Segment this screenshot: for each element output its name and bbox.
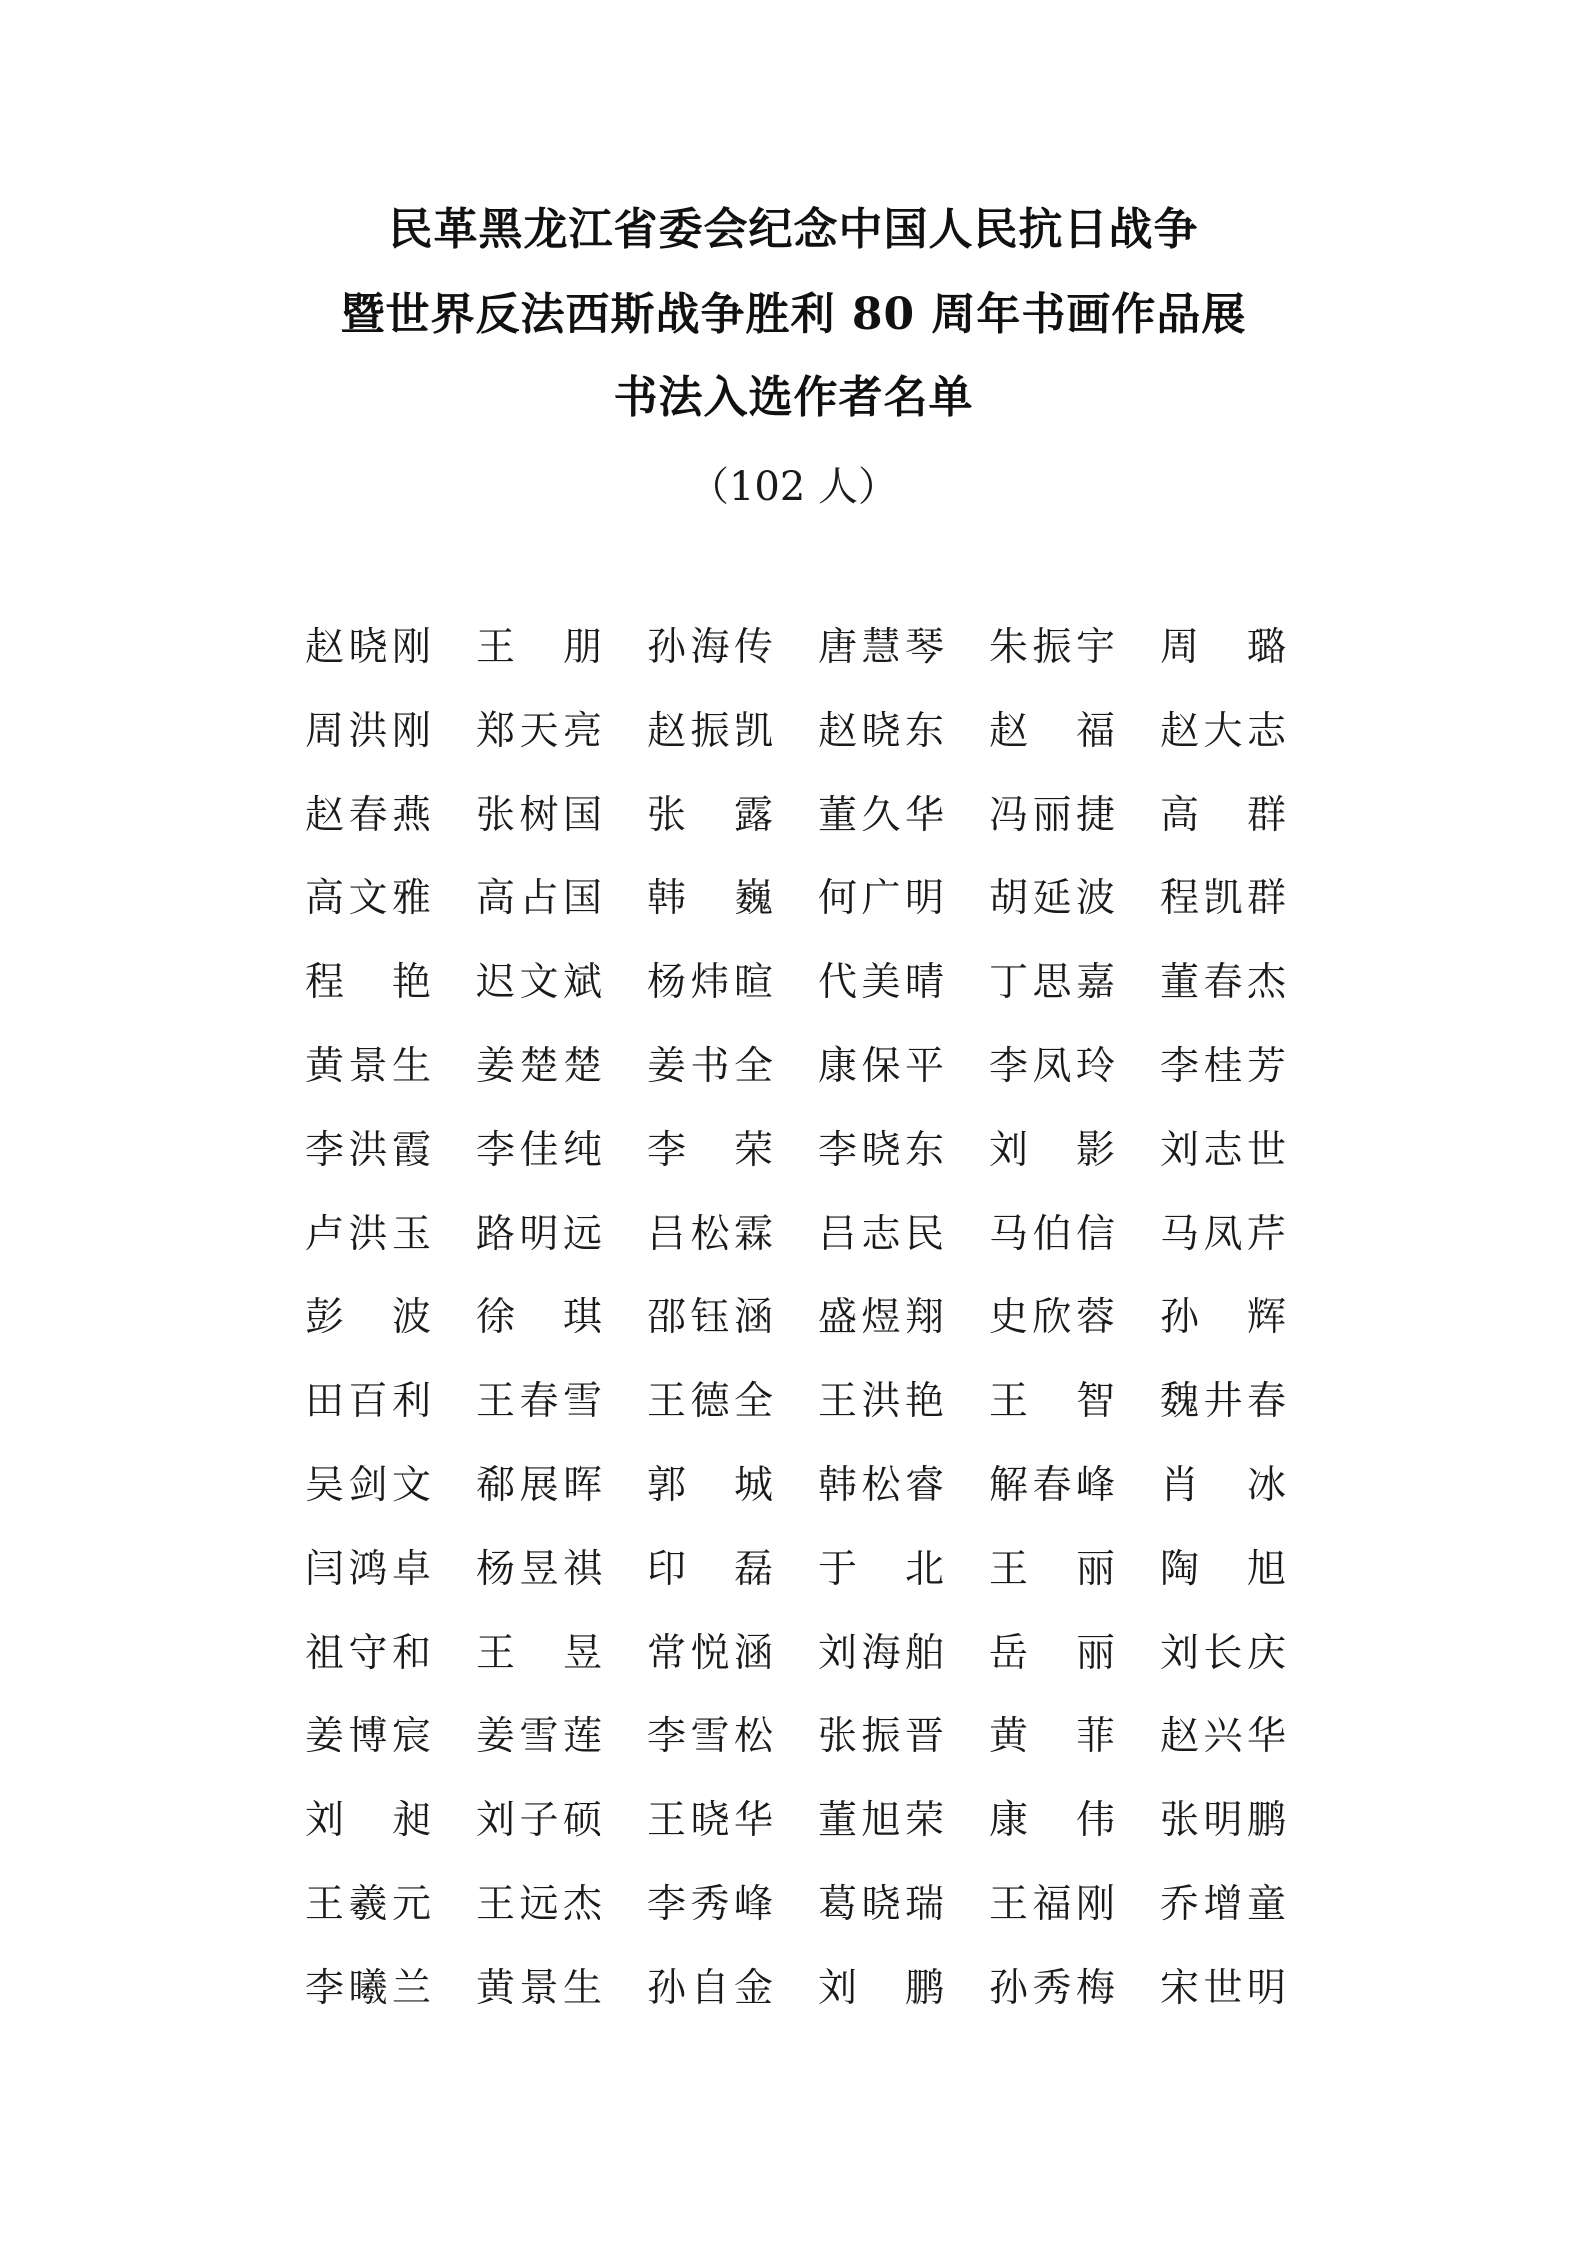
author-name: 孙 辉: [1160, 1295, 1286, 1341]
author-name: 冯 丽 捷: [989, 792, 1115, 838]
author-name: 孙 自 金: [647, 1965, 773, 2011]
author-name: 王 德 全: [647, 1379, 773, 1425]
author-name: 彭 波: [305, 1295, 431, 1341]
author-name: 王 羲 元: [305, 1881, 431, 1927]
author-name: 肖 冰: [1160, 1462, 1286, 1508]
author-name: 刘 海 舶: [818, 1630, 944, 1676]
author-name: 何 广 明: [818, 876, 944, 922]
author-name: 董 春 杰: [1160, 960, 1286, 1006]
author-name: 魏 井 春: [1160, 1379, 1286, 1425]
author-name: 姜 书 全: [647, 1043, 773, 1089]
author-name: 陶 旭: [1160, 1546, 1286, 1592]
author-name: 王 福 刚: [989, 1881, 1115, 1927]
author-name: 丁 思 嘉: [989, 960, 1115, 1006]
author-name: 刘 长 庆: [1160, 1630, 1286, 1676]
author-name: 路 明 远: [476, 1211, 602, 1257]
author-name: 李 凤 玲: [989, 1043, 1115, 1089]
author-name: 程 凯 群: [1160, 876, 1286, 922]
author-name: 董 旭 荣: [818, 1798, 944, 1844]
author-name: 刘 志 世: [1160, 1127, 1286, 1173]
title-line-1: 民革黑龙江省委会纪念中国人民抗日战争: [388, 204, 1199, 255]
author-name: 孙 秀 梅: [989, 1965, 1115, 2011]
author-name: 吕 松 霖: [647, 1211, 773, 1257]
author-name: 胡 延 波: [989, 876, 1115, 922]
author-name: 董 久 华: [818, 792, 944, 838]
author-name: 卢 洪 玉: [305, 1211, 431, 1257]
author-name: 刘 昶: [305, 1798, 431, 1844]
author-name: 郭 城: [647, 1462, 773, 1508]
author-name: 刘 鹏: [818, 1965, 944, 2011]
author-name: 李 秀 峰: [647, 1881, 773, 1927]
author-name: 周 璐: [1160, 625, 1286, 670]
author-name: 宋 世 明: [1160, 1965, 1286, 2011]
author-name: 解 春 峰: [989, 1462, 1115, 1508]
author-name: 康 伟: [989, 1798, 1115, 1844]
author-name: 唐 慧 琴: [818, 625, 944, 670]
author-name: 康 保 平: [818, 1043, 944, 1089]
author-name: 于 北: [818, 1546, 944, 1592]
author-count: （102 人）: [688, 464, 899, 510]
author-name: 韩 松 睿: [818, 1462, 944, 1508]
author-name: 黄 景 生: [476, 1965, 602, 2011]
author-name: 孙 海 传: [647, 625, 773, 670]
author-name: 高 群: [1160, 792, 1286, 838]
author-name: 马 伯 信: [989, 1211, 1115, 1257]
author-name: 张 树 国: [476, 792, 602, 838]
author-name: 朱 振 宇: [989, 625, 1115, 670]
author-name: 韩 巍: [647, 876, 773, 922]
author-name: 吴 剑 文: [305, 1462, 431, 1508]
author-name: 刘 子 硕: [476, 1798, 602, 1844]
author-name: 王 晓 华: [647, 1798, 773, 1844]
author-name: 闫 鸿 卓: [305, 1546, 431, 1592]
author-name: 姜 博 宸: [305, 1714, 431, 1760]
author-name: 姜 雪 莲: [476, 1714, 602, 1760]
author-name: 赵 兴 华: [1160, 1714, 1286, 1760]
author-name: 李 洪 霞: [305, 1127, 431, 1173]
author-name: 印 磊: [647, 1546, 773, 1592]
author-name: 姜 楚 楚: [476, 1043, 602, 1089]
author-name: 马 凤 芹: [1160, 1211, 1286, 1257]
author-name: 黄 景 生: [305, 1043, 431, 1089]
author-name: 高 占 国: [476, 876, 602, 922]
author-name: 赵 大 志: [1160, 708, 1286, 754]
author-name: 代 美 晴: [818, 960, 944, 1006]
author-name: 迟 文 斌: [476, 960, 602, 1006]
author-name: 赵 福: [989, 708, 1115, 754]
author-name: 史 欣 蓉: [989, 1295, 1115, 1341]
author-name: 黄 菲: [989, 1714, 1115, 1760]
author-name: 赵 振 凯: [647, 708, 773, 754]
author-name: 郑 天 亮: [476, 708, 602, 754]
author-name: 张 明 鹏: [1160, 1798, 1286, 1844]
author-name: 周 洪 刚: [305, 708, 431, 754]
author-name: 祖 守 和: [305, 1630, 431, 1676]
author-name: 赵 春 燕: [305, 792, 431, 838]
author-name: 徐 琪: [476, 1295, 602, 1341]
title-line-3: 书法入选作者名单: [613, 372, 974, 423]
author-name: 王 朋: [476, 625, 602, 670]
author-name: 葛 晓 瑞: [818, 1881, 944, 1927]
names-grid: [305, 618, 1305, 2043]
author-name: 李 荣: [647, 1127, 773, 1173]
author-name: 乔 增 童: [1160, 1881, 1286, 1927]
author-name: 张 露: [647, 792, 773, 838]
author-name: 田 百 利: [305, 1379, 431, 1425]
author-name: 李 晓 东: [818, 1127, 944, 1173]
author-name: 王 远 杰: [476, 1881, 602, 1927]
author-name: 李 佳 纯: [476, 1127, 602, 1173]
author-name: 赵 晓 刚: [305, 625, 431, 670]
author-name: 邵 钰 涵: [647, 1295, 773, 1341]
author-name: 王 洪 艳: [818, 1379, 944, 1425]
author-name: 李 雪 松: [647, 1714, 773, 1760]
author-name: 王 春 雪: [476, 1379, 602, 1425]
title-line-2: 暨世界反法西斯战争胜利 80 周年书画作品展: [340, 289, 1247, 340]
author-name: 赵 晓 东: [818, 708, 944, 754]
author-name: 李 曦 兰: [305, 1965, 431, 2011]
author-name: 岳 丽: [989, 1630, 1115, 1676]
author-name: 李 桂 芳: [1160, 1043, 1286, 1089]
author-name: 常 悦 涵: [647, 1630, 773, 1676]
author-name: 刘 影: [989, 1127, 1115, 1173]
author-name: 张 振 晋: [818, 1714, 944, 1760]
author-name: 高 文 雅: [305, 876, 431, 922]
author-name: 王 智: [989, 1379, 1115, 1425]
author-name: 杨 昱 祺: [476, 1546, 602, 1592]
author-name: 王 昱: [476, 1630, 602, 1676]
author-name: 杨 炜 暄: [647, 960, 773, 1006]
author-name: 盛 煜 翔: [818, 1295, 944, 1341]
author-name: 王 丽: [989, 1546, 1115, 1592]
author-name: 郗 展 晖: [476, 1462, 602, 1508]
author-name: 吕 志 民: [818, 1211, 944, 1257]
author-name: 程 艳: [305, 960, 431, 1006]
